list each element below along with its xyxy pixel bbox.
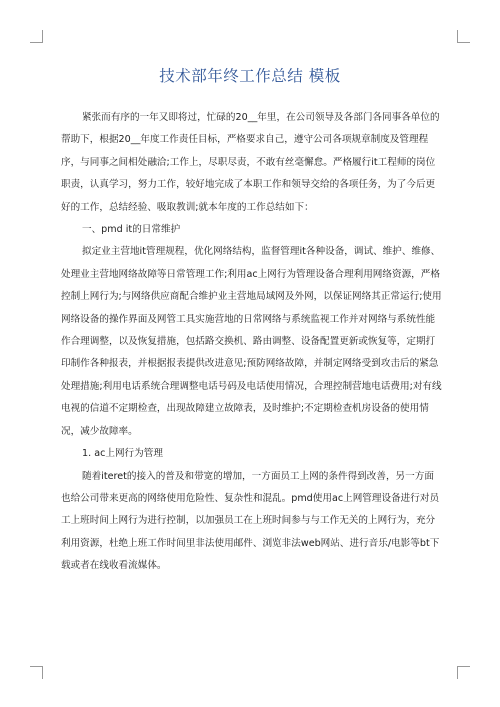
intro-paragraph: 紧张而有序的一年又即将过，忙碌的20__年里，在公司领导及各部门各同事各单位的帮助下，根据20__年度工作责任目标，严格要求自己，遵守公司各项规章制度及管理程序，与同事之间相处融洽;工作上，尽职尽责，不敢有丝毫懈怠。严格履行it工程师的岗位职责，认真学习，努力工作，较好地完成了本职工作和领导交给的各项任务，为了今后更好的工作，总结经验、吸取教训;就本年度的工作总结如下： [61, 112, 440, 213]
subsection-heading-ac-management: 1. ac上网行为管理 [82, 448, 163, 460]
crop-mark-bottom-left [30, 666, 43, 679]
document-body [61, 107, 443, 578]
section-heading-daily-maintenance: 一、pmd it的日常维护 [82, 224, 181, 236]
crop-mark-top-left [30, 30, 43, 43]
crop-mark-top-right [457, 30, 470, 43]
crop-mark-bottom-right [457, 666, 470, 679]
daily-maintenance-paragraph: 拟定业主营地it管理规程，优化网络结构，监督管理it各种设备，调试、维护、维修、处理业主营地网络故障等日常管理工作;利用ac上网行为管理设备合理利用网络资源，严格控制上网行为;与网络供应商配合维护业主营地局域网及外网，以保证网络其正常运行;使用网络设备的操作界面及网管工具实施营地的日常网络与系统监视工作并对网络与系统性能作合理调整，以及恢复措施，包括路交换机、路由调整、设备配置更新或恢复等，定期打印制作各种报表，并根据报表提供改进意见;预防网络故障，并制定网络受到攻击后的紧急处理措施;利用电话系统合理调整电话号码及电话使用情况，合理控制营地电话费用;对有线电视的信道不定期检查，出现故障建立故障表，及时维护;不定期检查机房设备的使用情况，减少故障率。 [61, 246, 442, 437]
ac-management-paragraph: 随着iteret的接入的普及和带宽的增加，一方面员工上网的条件得到改善，另一方面也给公司带来更高的网络使用危险性、复杂性和混乱。pmd使用ac上网管理设备进行对员工上班时间上网行为进行控制，以加强员工在上班时间参与与工作无关的上网行为，充分利用资源，杜绝上班工作时间里非法使用邮件、浏览非法web网站、进行音乐/电影等bt下载或者在线收看流媒体。 [61, 470, 440, 572]
document-title: 技术部年终工作总结 模板 [159, 67, 341, 85]
